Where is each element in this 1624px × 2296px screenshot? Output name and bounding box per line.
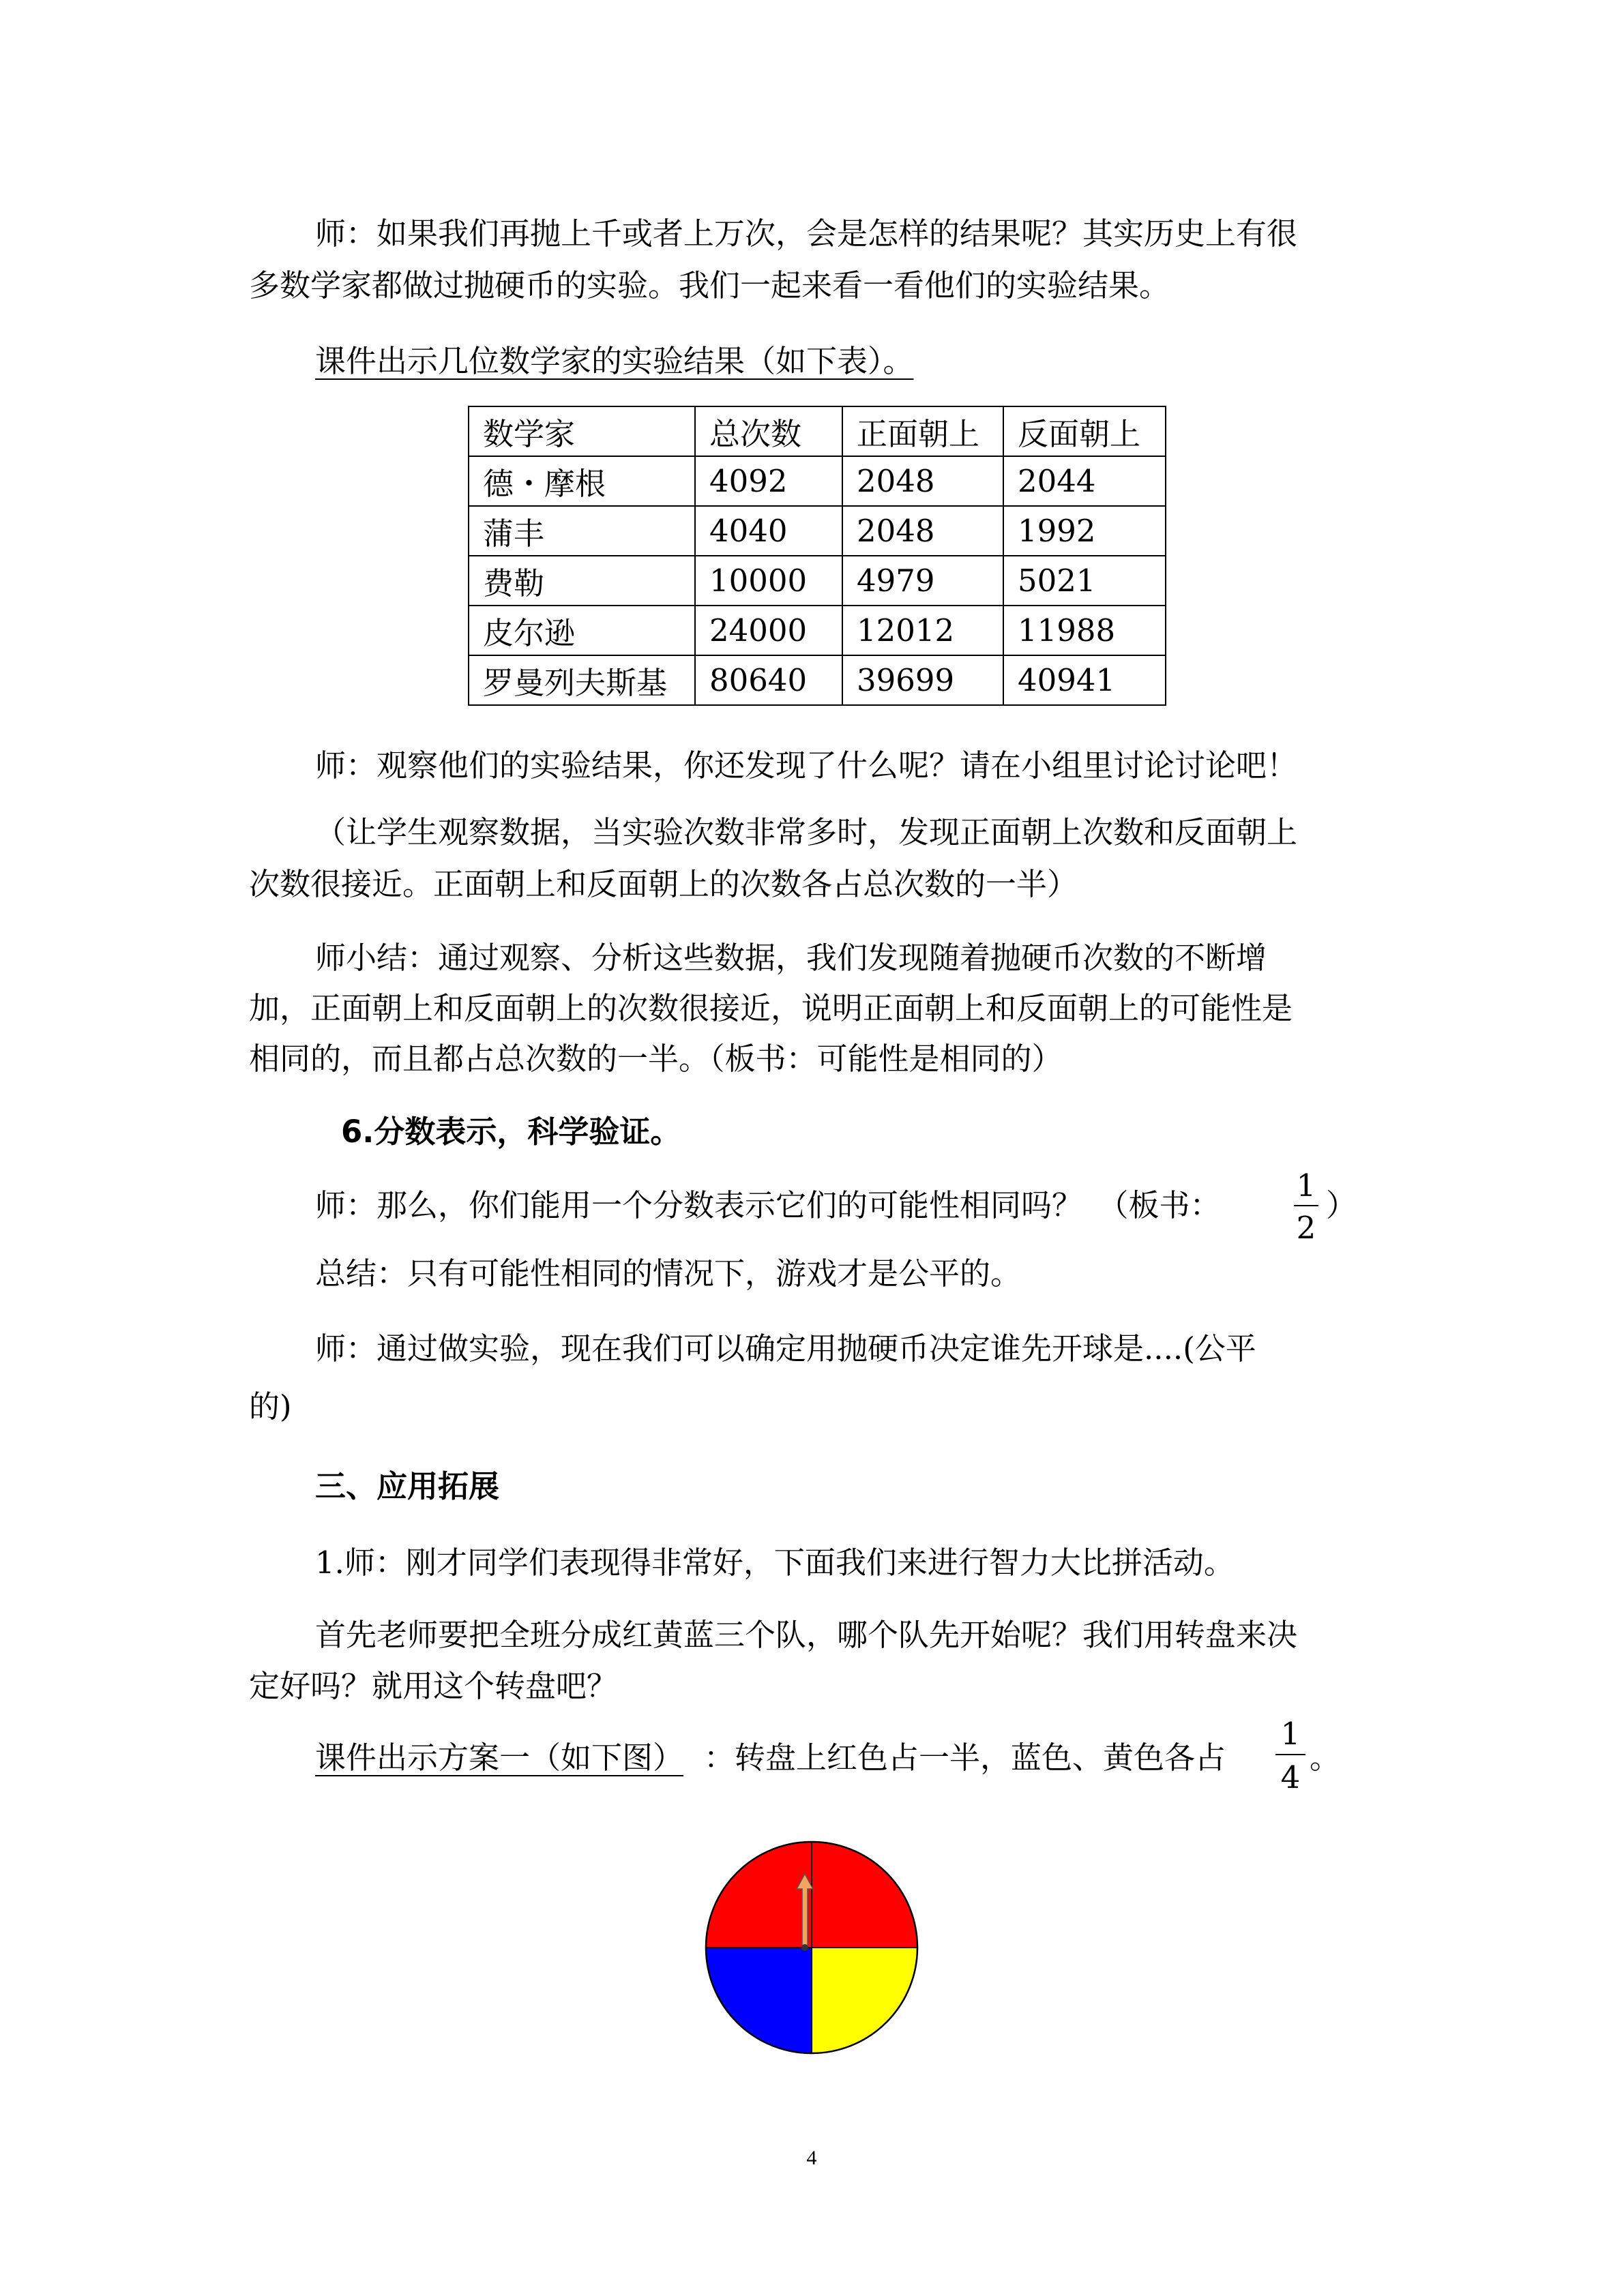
table-cell: 罗曼列夫斯基 xyxy=(469,655,695,705)
table-row xyxy=(469,556,1166,606)
table-row xyxy=(469,655,1166,705)
paragraph-11-underlined: 课件出示方案一（如下图） xyxy=(315,1740,684,1776)
table-cell: 1992 xyxy=(1003,506,1166,556)
table-cell: 蒲丰 xyxy=(469,506,695,556)
paragraph-5-line-2: 加，正面朝上和反面朝上的次数很接近，说明正面朝上和反面朝上的可能性是 xyxy=(249,990,1293,1026)
table-cell: 39699 xyxy=(842,655,1003,705)
section-heading-3: 三、应用拓展 xyxy=(315,1468,500,1504)
fraction-quarter-numerator: 1 xyxy=(1280,1716,1301,1752)
fraction-quarter-denominator: 4 xyxy=(1280,1759,1301,1795)
table-row xyxy=(469,606,1166,655)
paragraph-8-line-1: 师：通过做实验，现在我们可以确定用抛硬币决定谁先开球是....(公平 xyxy=(315,1330,1256,1367)
paragraph-7: 总结：只有可能性相同的情况下，游戏才是公平的。 xyxy=(315,1255,1022,1292)
experiment-table xyxy=(468,406,1166,706)
fraction-half-bar xyxy=(1294,1205,1318,1206)
spinner-blue-section xyxy=(706,1948,812,2053)
paragraph-4-line-1: （让学生观察数据，当实验次数非常多时，发现正面朝上次数和反面朝上 xyxy=(315,814,1298,850)
table-cell: 2048 xyxy=(842,456,1003,506)
fraction-quarter-bar xyxy=(1275,1754,1305,1755)
table-cell: 24000 xyxy=(695,606,842,655)
paragraph-9: 1.师：刚才同学们表现得非常好，下面我们来进行智力大比拼活动。 xyxy=(315,1545,1235,1581)
paragraph-4-line-2: 次数很接近。正面朝上和反面朝上的次数各占总次数的一半） xyxy=(249,866,1078,902)
section-heading-6: 6.分数表示，科学验证。 xyxy=(341,1114,681,1150)
table-cell: 2048 xyxy=(842,506,1003,556)
paragraph-1-line-1: 师：如果我们再抛上千或者上万次，会是怎样的结果呢？其实历史上有很 xyxy=(315,215,1298,252)
page-number: 4 xyxy=(806,2147,817,2169)
table-cell: 11988 xyxy=(1003,606,1166,655)
paragraph-1-line-2: 多数学家都做过抛硬币的实验。我们一起来看一看他们的实验结果。 xyxy=(249,267,1170,303)
paragraph-8-line-2: 的) xyxy=(249,1388,292,1425)
table-cell: 10000 xyxy=(695,556,842,606)
table-cell: 德・摩根 xyxy=(469,456,695,506)
table-row xyxy=(469,456,1166,506)
table-cell: 费勒 xyxy=(469,556,695,606)
table-caption: 课件出示几位数学家的实验结果（如下表）。 xyxy=(315,343,914,379)
table-cell: 4092 xyxy=(695,456,842,506)
table-header-cell: 正面朝上 xyxy=(842,406,1003,456)
table-cell: 4979 xyxy=(842,556,1003,606)
table-cell: 40941 xyxy=(1003,655,1166,705)
table-cell: 12012 xyxy=(842,606,1003,655)
table-header-row xyxy=(469,406,1166,456)
fraction-half-denominator: 2 xyxy=(1296,1210,1316,1246)
spinner-yellow-section xyxy=(812,1948,917,2053)
paragraph-3: 师：观察他们的实验结果，你还发现了什么呢？请在小组里讨论讨论吧！ xyxy=(315,747,1298,784)
table-cell: 80640 xyxy=(695,655,842,705)
paragraph-5-line-1: 师小结：通过观察、分析这些数据，我们发现随着抛硬币次数的不断增 xyxy=(315,940,1267,976)
paragraph-6: 师：那么，你们能用一个分数表示它们的可能性相同吗？ （板书： xyxy=(315,1187,1221,1223)
table-cell: 4040 xyxy=(695,506,842,556)
table-header-cell: 总次数 xyxy=(695,406,842,456)
paragraph-6-close: ） xyxy=(1326,1187,1357,1223)
table-row xyxy=(469,506,1166,556)
table-header-cell: 反面朝上 xyxy=(1003,406,1166,456)
table-header-cell: 数学家 xyxy=(469,406,695,456)
table-cell: 皮尔逊 xyxy=(469,606,695,655)
spinner-pivot xyxy=(801,1944,808,1951)
spinner-figure xyxy=(703,1834,921,2059)
paragraph-5-line-3: 相同的，而且都占总次数的一半。（板书：可能性是相同的） xyxy=(249,1041,1063,1077)
paragraph-10-line-1: 首先老师要把全班分成红黄蓝三个队，哪个队先开始呢？我们用转盘来决 xyxy=(315,1617,1298,1653)
paragraph-10-line-2: 定好吗？就用这个转盘吧？ xyxy=(249,1668,618,1704)
table-cell: 2044 xyxy=(1003,456,1166,506)
paragraph-11-end: 。 xyxy=(1310,1740,1341,1776)
table-cell: 5021 xyxy=(1003,556,1166,606)
fraction-half-numerator: 1 xyxy=(1296,1167,1316,1204)
paragraph-11-rest: ：转盘上红色占一半，蓝色、黄色各占 xyxy=(704,1740,1226,1776)
